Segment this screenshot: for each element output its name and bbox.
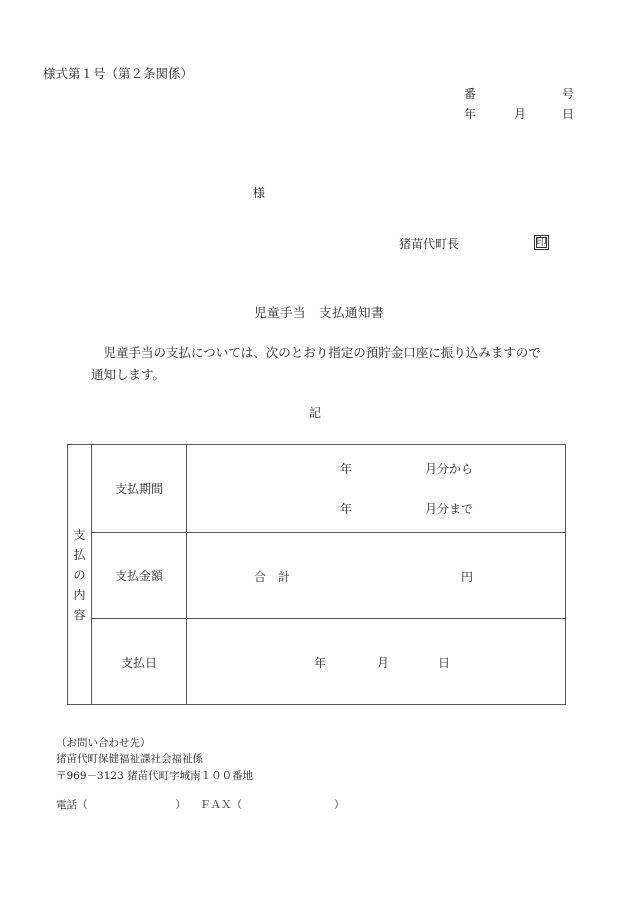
payment-period-label <box>92 445 186 532</box>
seal-icon <box>534 235 549 250</box>
total-label: 合 計 <box>254 570 291 584</box>
side-char: の <box>73 567 86 582</box>
sender-name: 猪苗代町長 <box>399 237 460 251</box>
side-label-payment-contents <box>68 445 91 704</box>
to-month-label: 月分まで <box>425 502 474 516</box>
addressee-honorific: 様 <box>253 186 266 200</box>
payment-period-field[interactable] <box>187 445 565 532</box>
payment-period-text: 支払期間 <box>114 482 163 496</box>
payment-date-text: 支払日 <box>120 655 157 670</box>
payment-amount-text: 支払金額 <box>114 569 163 583</box>
payment-amount-field[interactable] <box>187 533 565 618</box>
phone-label: 電話（ <box>56 799 88 811</box>
body-text-line-2: 通知します。 <box>91 367 166 382</box>
contact-address: 〒969－3123 猪苗代町字城南１００番地 <box>56 770 254 782</box>
side-char: 容 <box>73 607 86 622</box>
fax-close: ） <box>334 799 345 811</box>
pay-day-label: 日 <box>438 656 451 670</box>
number-label-ban: 番 <box>464 87 477 101</box>
from-year-label: 年 <box>340 462 353 476</box>
pay-month-label: 月 <box>377 656 390 670</box>
payment-date-field[interactable] <box>187 619 565 705</box>
payment-details-table <box>67 444 566 705</box>
yen-label: 円 <box>461 570 474 584</box>
side-char: 内 <box>73 587 86 602</box>
form-number: 様式第１号（第２条関係） <box>43 66 194 81</box>
date-month-label: 月 <box>514 107 527 121</box>
number-label-go: 号 <box>562 87 575 101</box>
ki-heading: 記 <box>309 406 322 420</box>
pay-year-label: 年 <box>314 656 327 670</box>
body-text-1: 児童手当の支払については、次のとおり指定の預貯金口座に振り込みますので <box>103 345 541 360</box>
document-title: 児童手当 支払通知書 <box>254 305 385 320</box>
contact-department: 猪苗代町保健福祉課社会福祉係 <box>56 753 203 765</box>
side-char: 支 <box>73 527 86 542</box>
phone-close: ） <box>175 799 186 811</box>
payment-date-label <box>92 619 186 705</box>
date-year-label: 年 <box>464 107 477 121</box>
body-text-line-1 <box>91 347 541 360</box>
contact-heading: （お問い合わせ先） <box>56 737 151 749</box>
from-month-label: 月分から <box>425 462 474 476</box>
payment-amount-label <box>92 533 186 618</box>
contact-phone-fax <box>56 800 345 811</box>
to-year-label: 年 <box>340 502 353 516</box>
date-day-label: 日 <box>562 107 575 121</box>
seal-label: 印 <box>536 236 547 248</box>
fax-label: ＦＡＸ（ <box>200 799 242 811</box>
side-char: 払 <box>73 547 86 562</box>
